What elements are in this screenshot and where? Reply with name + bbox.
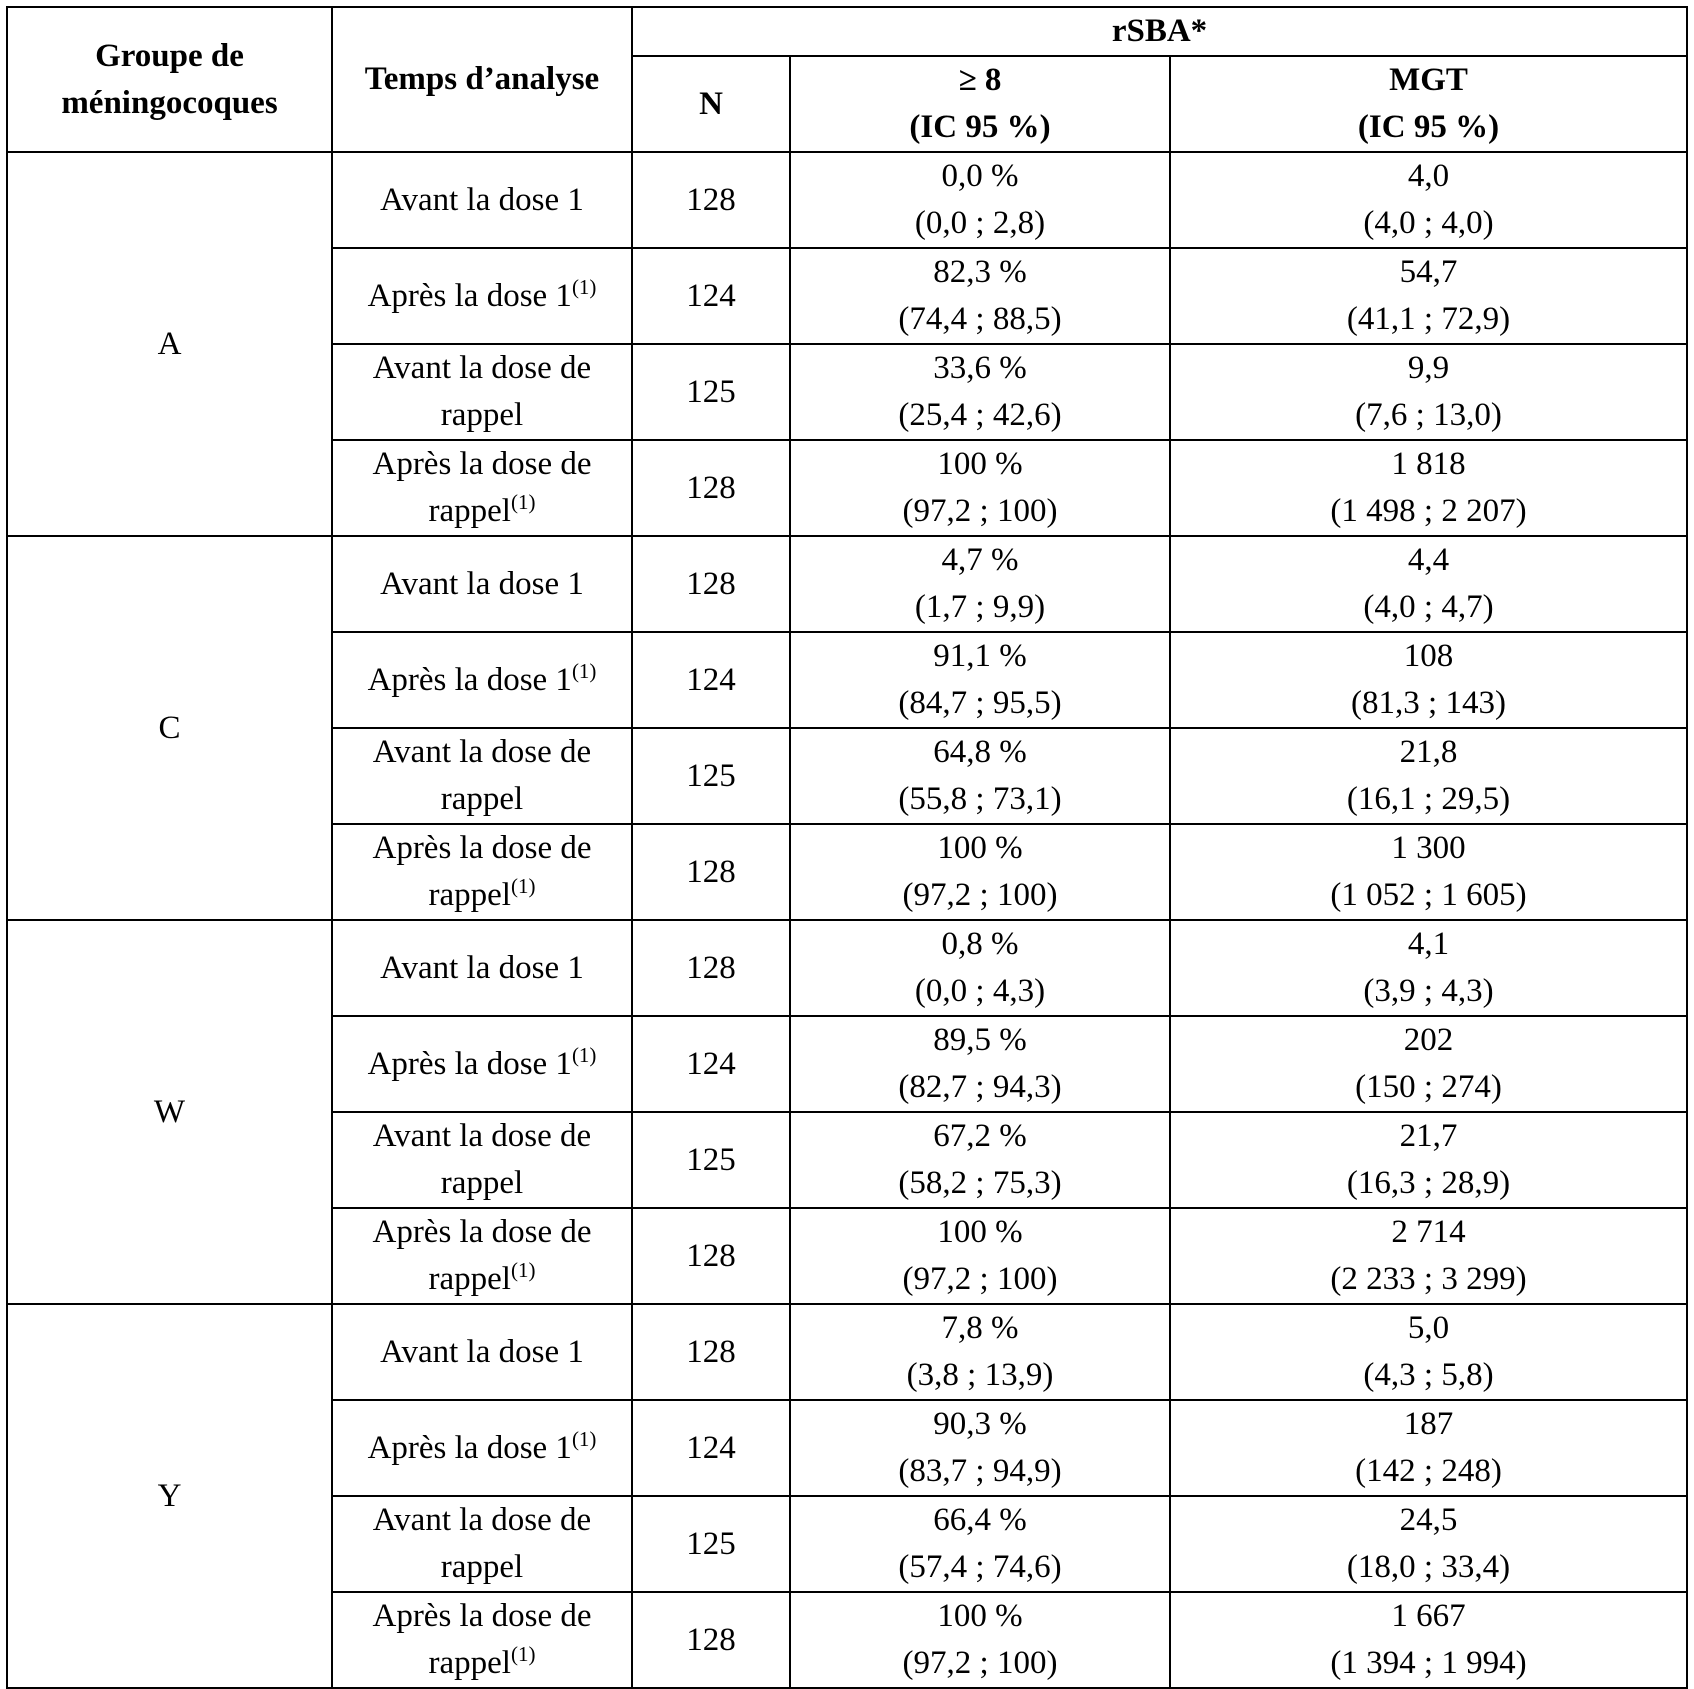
pct-value: 90,3 % [933, 1406, 1027, 1442]
mgt-ci: (4,0 ; 4,7) [1363, 589, 1494, 625]
time-label: Après la dose 1 [367, 1045, 572, 1082]
mgt-value: 1 667 [1391, 1598, 1466, 1634]
time-cell [332, 536, 632, 632]
time-label: Après la dose de rappel [372, 1214, 592, 1297]
mgt-ci: (41,1 ; 72,9) [1346, 301, 1511, 337]
n-cell: 128 [632, 440, 790, 536]
time-label: Avant la dose de rappel [372, 350, 592, 433]
mgt-cell [1170, 1592, 1687, 1688]
header-n: N [632, 56, 790, 152]
pct-cell [790, 440, 1170, 536]
pct-value: 82,3 % [933, 254, 1027, 290]
mgt-ci: (7,6 ; 13,0) [1355, 397, 1502, 433]
pct-cell [790, 824, 1170, 920]
time-cell [332, 1592, 632, 1688]
mgt-ci: (150 ; 274) [1355, 1069, 1502, 1105]
pct-cell [790, 1496, 1170, 1592]
pct-value: 66,4 % [933, 1502, 1027, 1538]
time-label: Après la dose de rappel [372, 1598, 592, 1681]
mgt-value: 108 [1403, 638, 1454, 674]
pct-ci: (97,2 ; 100) [902, 1261, 1058, 1297]
footnote-ref: (1) [571, 1042, 597, 1067]
table-row [7, 920, 1687, 1016]
time-cell [332, 1400, 632, 1496]
pct-value: 33,6 % [933, 350, 1027, 386]
pct-cell [790, 920, 1170, 1016]
time-label: Après la dose de rappel [372, 446, 592, 529]
mgt-value: 202 [1403, 1022, 1454, 1058]
mgt-cell [1170, 248, 1687, 344]
n-cell: 125 [632, 344, 790, 440]
mgt-ci: (16,3 ; 28,9) [1346, 1165, 1511, 1201]
pct-ci: (25,4 ; 42,6) [898, 397, 1062, 433]
mgt-ci: (2 233 ; 3 299) [1330, 1261, 1527, 1297]
time-label: Avant la dose de rappel [372, 734, 592, 817]
mgt-cell [1170, 536, 1687, 632]
mgt-ci: (1 394 ; 1 994) [1330, 1645, 1527, 1681]
pct-value: 89,5 % [933, 1022, 1027, 1058]
pct-ci: (57,4 ; 74,6) [898, 1549, 1062, 1585]
pct-ci: (74,4 ; 88,5) [898, 301, 1062, 337]
pct-cell [790, 1304, 1170, 1400]
n-cell: 124 [632, 1016, 790, 1112]
mgt-cell [1170, 1400, 1687, 1496]
time-label: Après la dose 1 [367, 277, 572, 314]
header-pct [790, 56, 1170, 152]
n-cell: 124 [632, 248, 790, 344]
mgt-cell [1170, 824, 1687, 920]
footnote-ref: (1) [571, 658, 597, 683]
time-label: Avant la dose 1 [380, 1333, 584, 1370]
n-cell: 125 [632, 1112, 790, 1208]
mgt-ci: (1 052 ; 1 605) [1330, 877, 1527, 913]
pct-ci: (84,7 ; 95,5) [898, 685, 1062, 721]
pct-ci: (97,2 ; 100) [902, 877, 1058, 913]
pct-cell [790, 1400, 1170, 1496]
time-label: Avant la dose 1 [380, 565, 584, 602]
time-cell [332, 248, 632, 344]
rsba-results-table [6, 6, 1688, 1689]
mgt-cell [1170, 152, 1687, 248]
pct-value: 91,1 % [933, 638, 1027, 674]
group-cell: W [7, 920, 332, 1304]
pct-value: 100 % [937, 446, 1023, 482]
time-cell [332, 728, 632, 824]
header-mgt [1170, 56, 1687, 152]
pct-cell [790, 344, 1170, 440]
n-cell: 128 [632, 1208, 790, 1304]
table-row [7, 152, 1687, 248]
time-cell [332, 1112, 632, 1208]
pct-cell [790, 1112, 1170, 1208]
group-cell: Y [7, 1304, 332, 1688]
mgt-cell [1170, 728, 1687, 824]
time-label: Après la dose de rappel [372, 830, 592, 913]
header-pct-line2: (IC 95 %) [909, 109, 1051, 145]
mgt-value: 21,7 [1399, 1118, 1458, 1154]
footnote-ref: (1) [510, 490, 536, 514]
n-cell: 128 [632, 1304, 790, 1400]
mgt-ci: (18,0 ; 33,4) [1346, 1549, 1511, 1585]
pct-cell [790, 1016, 1170, 1112]
mgt-value: 1 300 [1391, 830, 1466, 866]
mgt-cell [1170, 344, 1687, 440]
mgt-ci: (4,3 ; 5,8) [1363, 1357, 1494, 1393]
mgt-value: 2 714 [1391, 1214, 1466, 1250]
time-label: Après la dose 1 [367, 1429, 572, 1466]
header-pct-line1: ≥ 8 [958, 62, 1002, 98]
mgt-value: 54,7 [1399, 254, 1458, 290]
pct-ci: (55,8 ; 73,1) [898, 781, 1062, 817]
mgt-cell [1170, 1112, 1687, 1208]
pct-ci: (0,0 ; 2,8) [914, 205, 1046, 241]
footnote-ref: (1) [571, 274, 597, 299]
n-cell: 125 [632, 728, 790, 824]
time-label: Avant la dose 1 [380, 949, 584, 986]
mgt-ci: (1 498 ; 2 207) [1330, 493, 1527, 529]
time-label: Avant la dose de rappel [372, 1118, 592, 1201]
footnote-ref: (1) [510, 1642, 536, 1666]
mgt-value: 24,5 [1399, 1502, 1458, 1538]
pct-value: 100 % [937, 1214, 1023, 1250]
pct-value: 7,8 % [941, 1310, 1019, 1346]
header-group: Groupe de méningocoques [7, 7, 332, 152]
mgt-cell [1170, 632, 1687, 728]
pct-cell [790, 728, 1170, 824]
pct-ci: (83,7 ; 94,9) [898, 1453, 1062, 1489]
time-cell [332, 824, 632, 920]
pct-ci: (82,7 ; 94,3) [898, 1069, 1062, 1105]
pct-value: 100 % [937, 1598, 1023, 1634]
time-cell [332, 440, 632, 536]
pct-ci: (3,8 ; 13,9) [906, 1357, 1054, 1393]
time-cell [332, 920, 632, 1016]
time-cell [332, 1208, 632, 1304]
n-cell: 125 [632, 1496, 790, 1592]
mgt-ci: (16,1 ; 29,5) [1346, 781, 1511, 817]
mgt-value: 187 [1403, 1406, 1454, 1442]
mgt-ci: (142 ; 248) [1355, 1453, 1502, 1489]
mgt-ci: (4,0 ; 4,0) [1363, 205, 1494, 241]
table-row [7, 1304, 1687, 1400]
time-label: Avant la dose 1 [380, 181, 584, 218]
n-cell: 128 [632, 152, 790, 248]
pct-ci: (97,2 ; 100) [902, 1645, 1058, 1681]
time-cell [332, 1016, 632, 1112]
footnote-ref: (1) [571, 1426, 597, 1451]
pct-ci: (97,2 ; 100) [902, 493, 1058, 529]
mgt-cell [1170, 1208, 1687, 1304]
header-mgt-line1: MGT [1389, 62, 1468, 98]
pct-cell [790, 248, 1170, 344]
pct-ci: (0,0 ; 4,3) [914, 973, 1046, 1009]
mgt-value: 1 818 [1391, 446, 1466, 482]
mgt-value: 4,1 [1407, 926, 1450, 962]
mgt-ci: (81,3 ; 143) [1351, 685, 1506, 721]
pct-ci: (58,2 ; 75,3) [898, 1165, 1062, 1201]
mgt-cell [1170, 1304, 1687, 1400]
n-cell: 128 [632, 824, 790, 920]
mgt-cell [1170, 440, 1687, 536]
mgt-cell [1170, 1496, 1687, 1592]
n-cell: 128 [632, 1592, 790, 1688]
pct-value: 67,2 % [933, 1118, 1027, 1154]
pct-cell [790, 152, 1170, 248]
table-row [7, 536, 1687, 632]
mgt-value: 9,9 [1407, 350, 1450, 386]
time-cell [332, 344, 632, 440]
time-label: Après la dose 1 [367, 661, 572, 698]
pct-cell [790, 536, 1170, 632]
header-time: Temps d’analyse [332, 7, 632, 152]
mgt-ci: (3,9 ; 4,3) [1363, 973, 1494, 1009]
n-cell: 128 [632, 920, 790, 1016]
mgt-value: 4,4 [1407, 542, 1450, 578]
mgt-cell [1170, 920, 1687, 1016]
footnote-ref: (1) [510, 874, 536, 898]
time-cell [332, 632, 632, 728]
table-header [7, 7, 1687, 152]
mgt-cell [1170, 1016, 1687, 1112]
time-cell [332, 1496, 632, 1592]
pct-value: 100 % [937, 830, 1023, 866]
pct-value: 4,7 % [941, 542, 1019, 578]
time-cell [332, 152, 632, 248]
pct-cell [790, 1592, 1170, 1688]
pct-value: 0,0 % [941, 158, 1019, 194]
pct-cell [790, 1208, 1170, 1304]
header-mgt-line2: (IC 95 %) [1357, 109, 1500, 145]
mgt-value: 4,0 [1407, 158, 1450, 194]
header-rsba: rSBA* [632, 7, 1687, 56]
pct-cell [790, 632, 1170, 728]
pct-value: 0,8 % [941, 926, 1019, 962]
footnote-ref: (1) [510, 1258, 536, 1282]
time-label: Avant la dose de rappel [372, 1502, 592, 1585]
time-cell [332, 1304, 632, 1400]
pct-ci: (1,7 ; 9,9) [914, 589, 1046, 625]
mgt-value: 5,0 [1407, 1310, 1450, 1346]
pct-value: 64,8 % [933, 734, 1027, 770]
n-cell: 128 [632, 536, 790, 632]
group-cell: A [7, 152, 332, 536]
n-cell: 124 [632, 632, 790, 728]
n-cell: 124 [632, 1400, 790, 1496]
mgt-value: 21,8 [1399, 734, 1458, 770]
table-body [7, 152, 1687, 1688]
group-cell: C [7, 536, 332, 920]
